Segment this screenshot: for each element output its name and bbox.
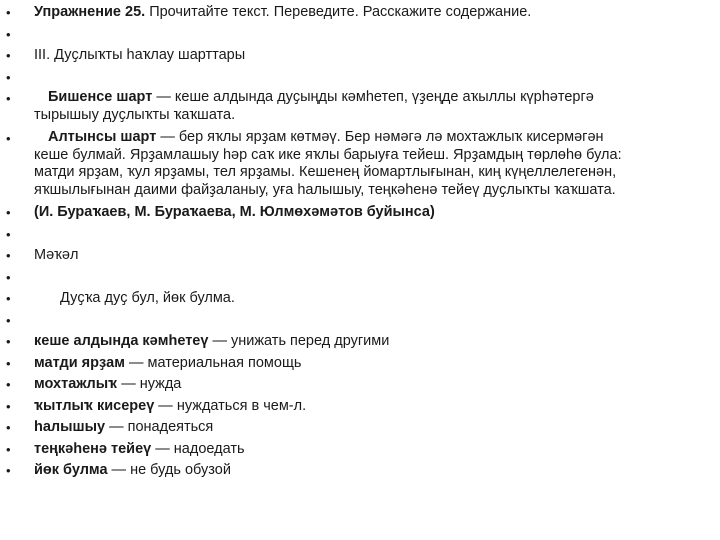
glossary-translation: — надоедать	[151, 441, 245, 457]
glossary-term: ҡытлыҡ кисереү	[34, 398, 155, 414]
rule7-text-3: матди ярҙам, ҡул ярҙамы, тел ярҙамы. Кешенең йомартлығынан, киң күңеллелегенән,	[34, 164, 617, 180]
glossary-translation: — нужда	[117, 376, 182, 392]
bullet: •	[6, 5, 11, 20]
rule7-text-2: кеше булмай. Ярҙамлашыу һәр саҡ ике яҡлы барыуға тейеш. Ярҙамдың төрлөһө була:	[34, 146, 622, 163]
bullet: •	[6, 356, 11, 371]
source-citation: (И. Бураҡаев, М. Бураҡаева, М. Юлмөхәмәтов буйынса)	[34, 204, 435, 220]
glossary-translation: — понадеяться	[105, 419, 214, 435]
rule6-text-2: тырышыу дуҫлыҡты ҡаҡшата.	[34, 106, 236, 123]
glossary-translation: — не будь обузой	[107, 462, 231, 478]
bullet: •	[6, 334, 11, 349]
bullet: •	[6, 48, 11, 63]
proverb-text: Дуҫҡа дуҫ бул, йөк булма.	[60, 290, 235, 306]
rule6-term: Бишенсе шарт	[48, 89, 153, 105]
bullet: •	[6, 91, 11, 106]
section-title: III. Дуҫлыҡты һаҡлау шарттары	[34, 47, 246, 63]
bullet: •	[6, 291, 11, 306]
glossary-term: матди ярҙам	[34, 355, 125, 371]
bullet: •	[6, 131, 11, 146]
rule7-text-1: — бер яҡлы ярҙам көтмәү. Бер нәмәгә лә мохтажлыҡ кисермәгән	[156, 129, 604, 145]
proverb-heading: Мәҡәл	[34, 247, 79, 263]
glossary-translation: — материальная помощь	[124, 355, 302, 371]
bullet: •	[6, 377, 11, 392]
exercise-title: Упражнение 25.	[34, 4, 146, 20]
glossary-term: мохтажлыҡ	[34, 376, 118, 392]
bullet: •	[6, 270, 11, 285]
bullet: •	[6, 442, 11, 457]
glossary-term: теңкәһенә тейеү	[34, 441, 152, 457]
glossary-term: йөк булма	[34, 462, 108, 478]
bullet: •	[6, 420, 11, 435]
exercise-instruction: Прочитайте текст. Переведите. Расскажите содержание.	[145, 4, 532, 20]
bullet: •	[6, 313, 11, 328]
rule6-text-1: — кеше алдында дуҫыңды кәмһетеп, үҙеңде аҡыллы күрһәтергә	[152, 89, 594, 105]
glossary-term: һалышыу	[34, 419, 106, 435]
bullet: •	[6, 205, 11, 220]
rule7-term: Алтынсы шарт	[48, 129, 157, 145]
glossary-translation: — унижать перед другими	[208, 333, 390, 349]
bullet: •	[6, 227, 11, 242]
bullet: •	[6, 248, 11, 263]
rule7-paragraph	[34, 129, 706, 199]
bullet: •	[6, 399, 11, 414]
rule6-paragraph	[34, 89, 706, 124]
bullet: •	[6, 463, 11, 478]
rule7-text-4: яҡшылығынан даими файҙаланыу, уға һалышыу, теңкәһенә тейеү дуҫлыҡты ҡаҡшата.	[34, 181, 616, 198]
exercise-heading	[34, 4, 706, 21]
glossary-translation: — нуждаться в чем-л.	[154, 398, 307, 414]
bullet: •	[6, 70, 11, 85]
bullet: •	[6, 27, 11, 42]
glossary-term: кеше алдында кәмһетеү	[34, 333, 209, 349]
